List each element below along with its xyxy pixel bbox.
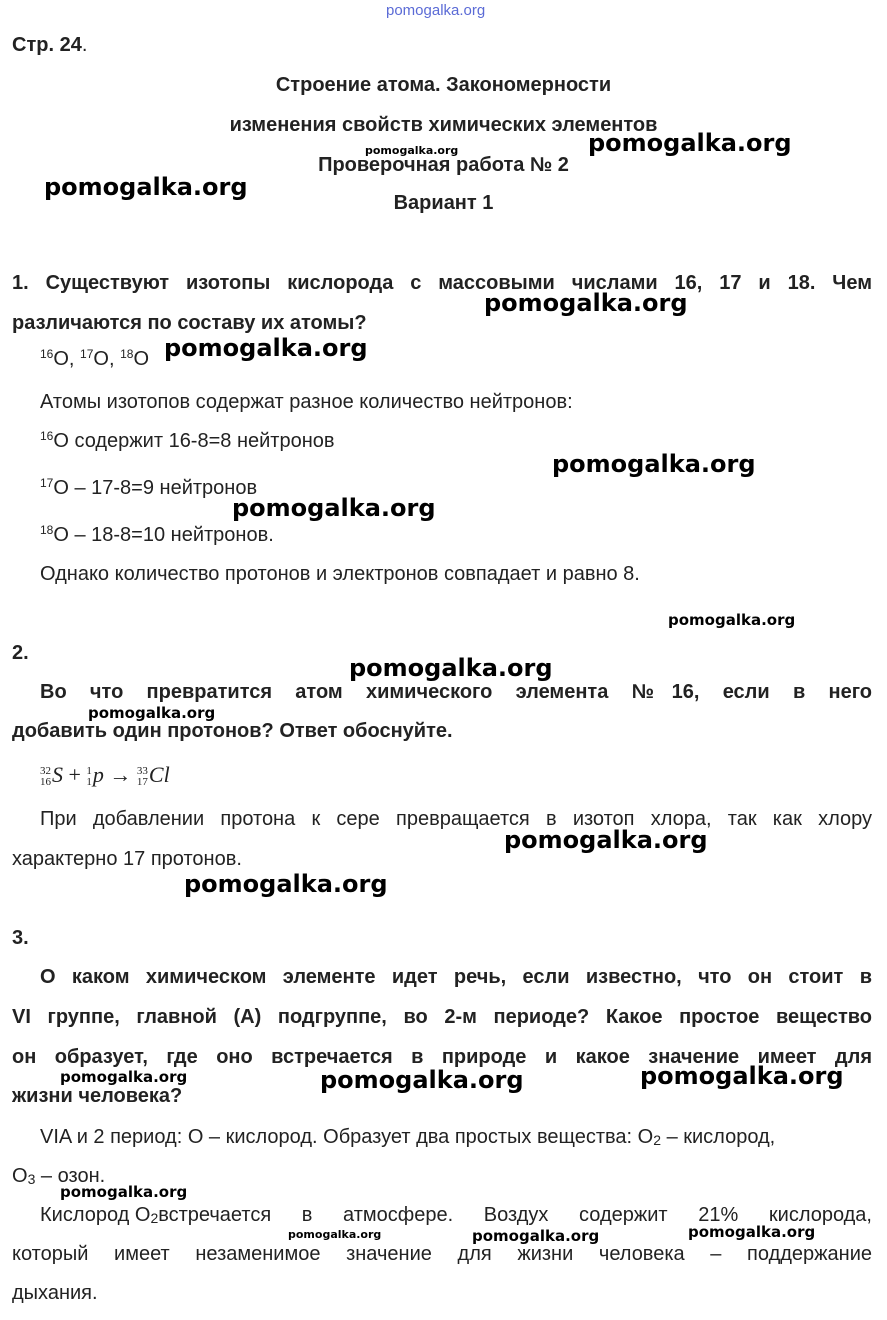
watermark: pomogalka.org (365, 144, 459, 157)
q2-number: 2. (12, 642, 29, 664)
watermark: pomogalka.org (60, 1068, 188, 1086)
q1-answer-line-1: Атомы изотопов содержат разное количество нейтронов: (40, 391, 573, 413)
watermark: pomogalka.org (164, 334, 368, 362)
q1-answer-line-2: $^{16}$О содержит 16-8=8 нейтронов (40, 429, 335, 452)
title-line-3: Проверочная работа № 2 (318, 154, 569, 176)
q3-question-line-2: VI группе, главной (А) подгруппе, во 2-м периоде? Какое простое вещество (12, 1006, 872, 1028)
title-line-1: Строение атома. Закономерности (275, 74, 612, 96)
watermark: pomogalka.org (232, 494, 436, 522)
q1-question-line-2: различаются по составу их атомы? (12, 312, 367, 334)
q1-answer-line-3: $^{17}$О – 17-8=9 нейтронов (40, 476, 258, 499)
q3-question-line-4: жизни человека? (12, 1085, 183, 1107)
watermark: pomogalka.org (688, 1223, 816, 1241)
q3-answer-line-4: который имеет незаменимое значение для жизни человека – поддержание (12, 1243, 872, 1265)
watermark: pomogalka.org (640, 1062, 844, 1090)
q3-answer-line-2: О3 – озон. (12, 1165, 106, 1187)
watermark: pomogalka.org (484, 289, 688, 317)
watermark: pomogalka.org (320, 1066, 524, 1094)
site-header-watermark: pomogalka.org (386, 2, 486, 19)
watermark: pomogalka.org (552, 450, 756, 478)
watermark: pomogalka.org (668, 611, 796, 629)
q3-answer-line-5: дыхания. (12, 1282, 98, 1304)
q3-answer-line-3-start: Кислород О2 (40, 1204, 159, 1226)
watermark: pomogalka.org (44, 173, 248, 201)
title-line-4: Вариант 1 (393, 192, 494, 214)
watermark: pomogalka.org (349, 654, 553, 682)
q1-answer-line-5: Однако количество протонов и электронов совпадает и равно 8. (40, 563, 640, 585)
watermark: pomogalka.org (504, 826, 708, 854)
q3-answer-line-1: VIA и 2 период: О – кислород. Образует два простых вещества: О2 – кислород, (40, 1126, 776, 1148)
watermark: pomogalka.org (472, 1227, 600, 1245)
q2-nuclear-equation: 32 16 S + 1 1 p → 33 17 Cl (40, 762, 170, 788)
q2-question-line-1: Во что превратится атом химического элемента №16, если в него (40, 681, 872, 703)
q2-answer-line-2: характерно 17 протонов. (12, 848, 242, 870)
q2-answer-line-1: При добавлении протона к сере превращается в изотоп хлора, так как хлору (40, 808, 872, 830)
title-line-2: изменения свойств химических элементов (229, 114, 658, 136)
q3-question-line-1: О каком химическом элементе идет речь, если известно, что он стоит в (40, 966, 872, 988)
watermark: pomogalka.org (60, 1183, 188, 1201)
q3-answer-line-3-rest: встречается в атмосфере. Воздух содержит 21% кислорода, (158, 1204, 872, 1226)
watermark: pomogalka.org (184, 870, 388, 898)
q2-question-line-2: добавить один протонов? Ответ обоснуйте. (12, 720, 453, 742)
q1-isotopes: $^{16}$O, $^{17}$O, $^{18}$O (40, 347, 150, 370)
watermark: pomogalka.org (288, 1228, 382, 1241)
page-label: Стр. 24. (12, 34, 88, 56)
q3-number: 3. (12, 927, 29, 949)
q1-question-line-1: 1. Существуют изотопы кислорода с массовыми числами 16, 17 и 18. Чем (12, 272, 872, 294)
watermark: pomogalka.org (588, 129, 792, 157)
q3-question-line-3: он образует, где оно встречается в природе и какое значение имеет для (12, 1046, 872, 1068)
watermark: pomogalka.org (88, 704, 216, 722)
q1-answer-line-4: $^{18}$О – 18-8=10 нейтронов. (40, 523, 274, 546)
